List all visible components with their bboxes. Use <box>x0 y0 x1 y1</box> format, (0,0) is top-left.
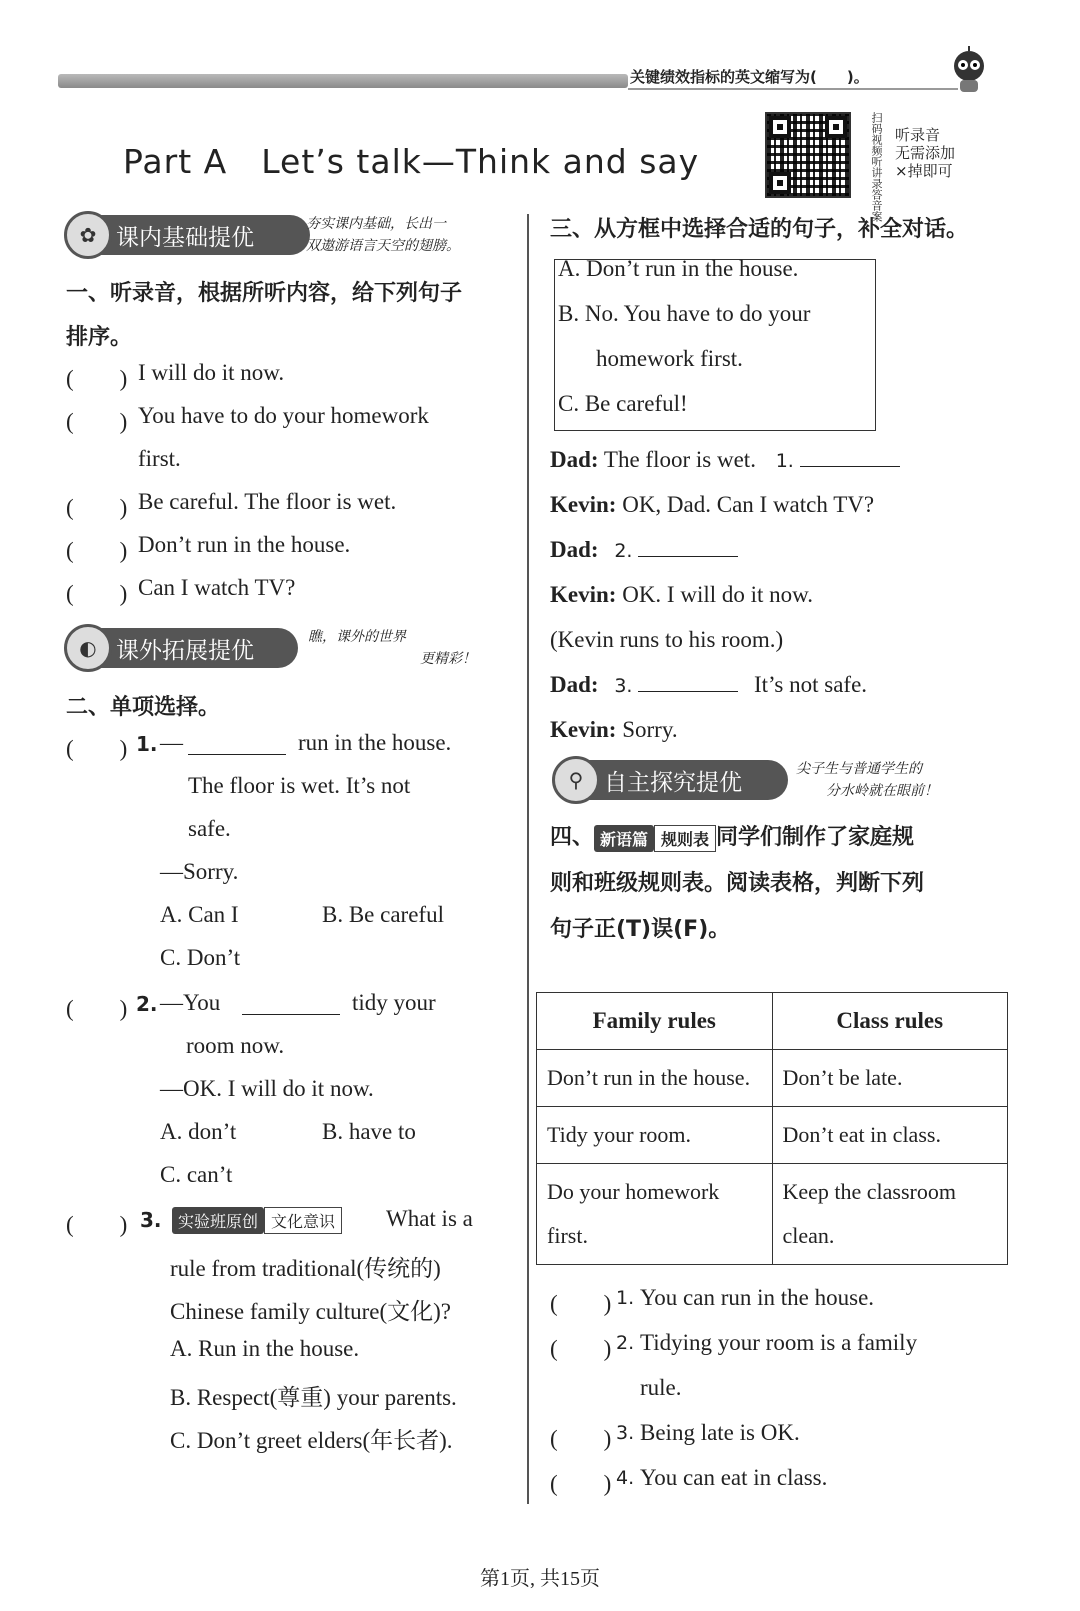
option-c[interactable]: C. Don’t <box>160 945 241 970</box>
answer-blank[interactable] <box>638 691 738 692</box>
answer-paren[interactable]: ( ) <box>550 1336 612 1361</box>
colon: : <box>608 582 617 607</box>
option-a[interactable]: A. Run in the house. <box>170 1336 360 1361</box>
item-number: 1. <box>616 1287 635 1309</box>
qr-code[interactable] <box>765 112 851 198</box>
question-text: tidy your <box>352 990 436 1015</box>
blank-number: 2. <box>614 540 633 562</box>
sentence-box-content <box>558 256 878 436</box>
question-line <box>66 1206 516 1250</box>
slogan-line: 分水岭就在眼前！ <box>826 783 938 799</box>
dialog-line <box>550 582 970 627</box>
banner-label: 课内基础提优 <box>116 224 254 251</box>
question-number: 2. <box>136 992 158 1016</box>
table-cell: Tidy your room. <box>537 1107 773 1164</box>
item-text: Can I watch TV? <box>138 575 296 600</box>
banner-extension-label <box>68 628 298 668</box>
section2-heading: 二、单项选择。 <box>66 695 221 720</box>
item-number: 2. <box>616 1332 635 1354</box>
tag-original: 实验班原创 <box>172 1207 264 1234</box>
dialog-text: The floor is wet. <box>603 447 756 472</box>
section4-list <box>550 1285 990 1510</box>
answer-paren[interactable]: ( ) <box>66 366 128 391</box>
question-1 <box>66 730 506 988</box>
answer-paren <box>550 1375 640 1420</box>
answer-paren[interactable]: ( ) <box>550 1471 612 1496</box>
dialog-line <box>550 537 970 582</box>
dialog-text: OK, Dad. Can I watch TV? <box>622 492 875 517</box>
question-tags <box>172 1206 342 1234</box>
magnifier-icon: ⚲ <box>552 756 600 804</box>
list-item <box>550 1375 990 1420</box>
section4-heading <box>550 820 990 958</box>
item-text: You can eat in class. <box>640 1465 828 1490</box>
colon: : <box>590 672 599 697</box>
answer-paren[interactable]: ( ) <box>550 1426 612 1451</box>
item-text: I will do it now. <box>138 360 285 385</box>
banner-extension <box>68 628 498 668</box>
banner-explore-label <box>556 760 788 800</box>
blank-number: 1. <box>775 450 794 472</box>
dialog-line <box>550 672 970 717</box>
option-c[interactable]: C. Don’t greet elders(年长者). <box>170 1428 453 1453</box>
list-item <box>550 1330 990 1375</box>
page-number: 第1页, 共15页 <box>480 1568 600 1590</box>
speaker: Dad <box>550 672 591 697</box>
question-number: 1. <box>136 732 158 756</box>
list-item <box>66 360 506 403</box>
answer-paren[interactable]: ( ) <box>66 736 128 761</box>
qr-label: 扫码视频听讲录答音案 <box>870 112 883 222</box>
banner-explore <box>556 760 986 800</box>
question-line <box>66 730 506 773</box>
list-item <box>550 1285 990 1330</box>
blank-number: 3. <box>614 675 633 697</box>
answer-paren <box>66 446 138 489</box>
question-line: room now. <box>186 1033 285 1058</box>
column-divider <box>527 214 529 1504</box>
tag-culture: 文化意识 <box>264 1207 342 1234</box>
box-option: C. Be careful! <box>558 391 688 416</box>
dolphin-icon: ◐ <box>64 624 112 672</box>
option-c[interactable]: C. can’t <box>160 1162 233 1187</box>
question-line: safe. <box>188 816 231 841</box>
banner-basic-label <box>68 215 310 255</box>
answer-paren[interactable]: ( ) <box>66 996 128 1021</box>
banner-label: 自主探究提优 <box>604 769 742 796</box>
tag-rules: 规则表 <box>654 825 716 852</box>
octopus-icon: ✿ <box>64 211 112 259</box>
item-text: Don’t run in the house. <box>138 532 351 557</box>
dialog <box>550 447 970 762</box>
table-cell: Do your homework first. <box>537 1164 773 1265</box>
header-rule <box>628 88 958 90</box>
listen-line: 无需添加 <box>895 144 956 162</box>
list-item <box>66 575 506 618</box>
answer-paren[interactable]: ( ) <box>66 495 128 520</box>
heading-line: 则和班级规则表。阅读表格，判断下列 <box>550 871 925 896</box>
question-text: —You <box>160 990 221 1015</box>
speaker: Kevin <box>550 582 609 607</box>
section1-list <box>66 360 506 618</box>
question-line: —OK. I will do it now. <box>160 1076 374 1101</box>
speaker: Dad <box>550 447 591 472</box>
question-line <box>66 990 506 1033</box>
box-option: homework first. <box>596 346 743 371</box>
dialog-line <box>550 492 970 537</box>
section1-heading <box>66 276 462 364</box>
option-a[interactable]: A. don’t <box>160 1119 237 1144</box>
listen-line: ×掉即可 <box>895 162 953 180</box>
list-item <box>550 1465 990 1510</box>
table-cell: Don’t run in the house. <box>537 1050 773 1107</box>
list-item <box>66 489 506 532</box>
question-line: Chinese family culture(文化)? <box>170 1299 452 1324</box>
question-text: What is a <box>386 1206 473 1231</box>
question-3 <box>66 1206 516 1465</box>
options-row <box>66 902 506 945</box>
speaker: Kevin <box>550 717 609 742</box>
heading-line: 一、听录音，根据所听内容，给下列句子 <box>66 281 463 306</box>
slogan-line: 尖子生与普通学生的 <box>796 761 922 777</box>
dialog-text: It’s not safe. <box>753 672 868 697</box>
question-2 <box>66 990 506 1205</box>
list-item <box>550 1420 990 1465</box>
heading-line <box>550 820 990 866</box>
answer-blank[interactable] <box>188 754 286 755</box>
banner-slogan <box>306 213 506 257</box>
listen-note <box>895 126 985 180</box>
question-text: run in the house. <box>298 730 452 755</box>
answer-paren[interactable]: ( ) <box>66 409 128 434</box>
table-header-row <box>537 993 1008 1050</box>
answer-blank[interactable] <box>242 1014 340 1015</box>
table-cell: Keep the classroom clean. <box>772 1164 1008 1265</box>
item-text: You have to do your homework <box>138 403 429 428</box>
slogan-line: 更精彩！ <box>420 651 476 667</box>
question-number: 3. <box>140 1208 162 1232</box>
page-title: Part A Let’s talk—Think and say <box>123 142 700 181</box>
slogan-line: 双遨游语言天空的翅膀。 <box>306 238 460 254</box>
robot-mascot-icon <box>948 46 990 98</box>
item-text: rule. <box>640 1375 682 1400</box>
item-text: Being late is OK. <box>640 1420 800 1445</box>
listen-line: 听录音 <box>895 126 941 144</box>
answer-blank[interactable] <box>800 466 900 467</box>
section3-heading: 三、从方框中选择合适的句子，补全对话。 <box>550 217 969 242</box>
heading-text: 同学们制作了家庭规 <box>716 825 915 850</box>
option-b[interactable]: B. Respect(尊重) your parents. <box>170 1385 457 1410</box>
colon: : <box>608 717 617 742</box>
dash: — <box>160 730 183 755</box>
table-cell: Don’t eat in class. <box>772 1107 1008 1164</box>
item-number: 4. <box>616 1467 635 1489</box>
section-prefix: 四、 <box>550 825 595 850</box>
slogan-line: 夯实课内基础，长出一 <box>306 216 446 232</box>
question-line: rule from traditional(传统的) <box>170 1256 441 1281</box>
dialog-line <box>550 627 970 672</box>
header-hint: 关键绩效指标的英文缩写为( )。 <box>630 68 869 86</box>
item-text: first. <box>138 446 181 471</box>
banner-slogan <box>308 626 488 670</box>
answer-paren[interactable]: ( ) <box>550 1291 612 1316</box>
speaker: Kevin <box>550 492 609 517</box>
dialog-line <box>550 447 970 492</box>
answer-blank[interactable] <box>638 556 738 557</box>
item-text: Tidying your room is a family <box>640 1330 918 1355</box>
dialog-line <box>550 717 970 762</box>
answer-paren[interactable]: ( ) <box>66 1212 128 1237</box>
banner-basic <box>68 215 498 255</box>
question-line: The floor is wet. It’s not <box>188 773 411 798</box>
list-item <box>66 532 506 575</box>
item-number: 3. <box>616 1422 635 1444</box>
box-option: A. Don’t run in the house. <box>558 256 799 281</box>
table-row <box>537 1050 1008 1107</box>
heading-line: 句子正(T)误(F)。 <box>550 917 731 942</box>
options-row <box>66 1119 506 1162</box>
list-item <box>66 403 506 446</box>
table-header: Class rules <box>772 993 1008 1050</box>
list-item <box>66 446 506 489</box>
answer-paren[interactable]: ( ) <box>66 581 128 606</box>
box-option: B. No. You have to do your <box>558 301 811 326</box>
rules-table <box>536 992 1008 1265</box>
answer-paren[interactable]: ( ) <box>66 538 128 563</box>
table-row <box>537 1107 1008 1164</box>
question-line: —Sorry. <box>160 859 239 884</box>
item-text: You can run in the house. <box>640 1285 875 1310</box>
table-header: Family rules <box>537 993 773 1050</box>
item-text: Be careful. The floor is wet. <box>138 489 397 514</box>
colon: : <box>590 537 599 562</box>
slogan-line: 瞧，课外的世界 <box>308 629 406 645</box>
speaker: Dad <box>550 537 591 562</box>
option-b[interactable]: B. have to <box>322 1119 416 1144</box>
colon: : <box>608 492 617 517</box>
option-b[interactable]: B. Be careful <box>322 902 444 927</box>
table-row <box>537 1164 1008 1265</box>
colon: : <box>590 447 599 472</box>
option-a[interactable]: A. Can I <box>160 902 239 927</box>
heading-line: 排序。 <box>66 325 133 350</box>
banner-label: 课外拓展提优 <box>116 637 254 664</box>
tag-new-text: 新语篇 <box>594 825 654 852</box>
banner-slogan <box>796 758 986 802</box>
dialog-text: Sorry. <box>622 717 678 742</box>
header-bar <box>58 74 628 88</box>
table-cell: Don’t be late. <box>772 1050 1008 1107</box>
stage-direction: (Kevin runs to his room.) <box>550 627 784 652</box>
dialog-text: OK. I will do it now. <box>622 582 814 607</box>
